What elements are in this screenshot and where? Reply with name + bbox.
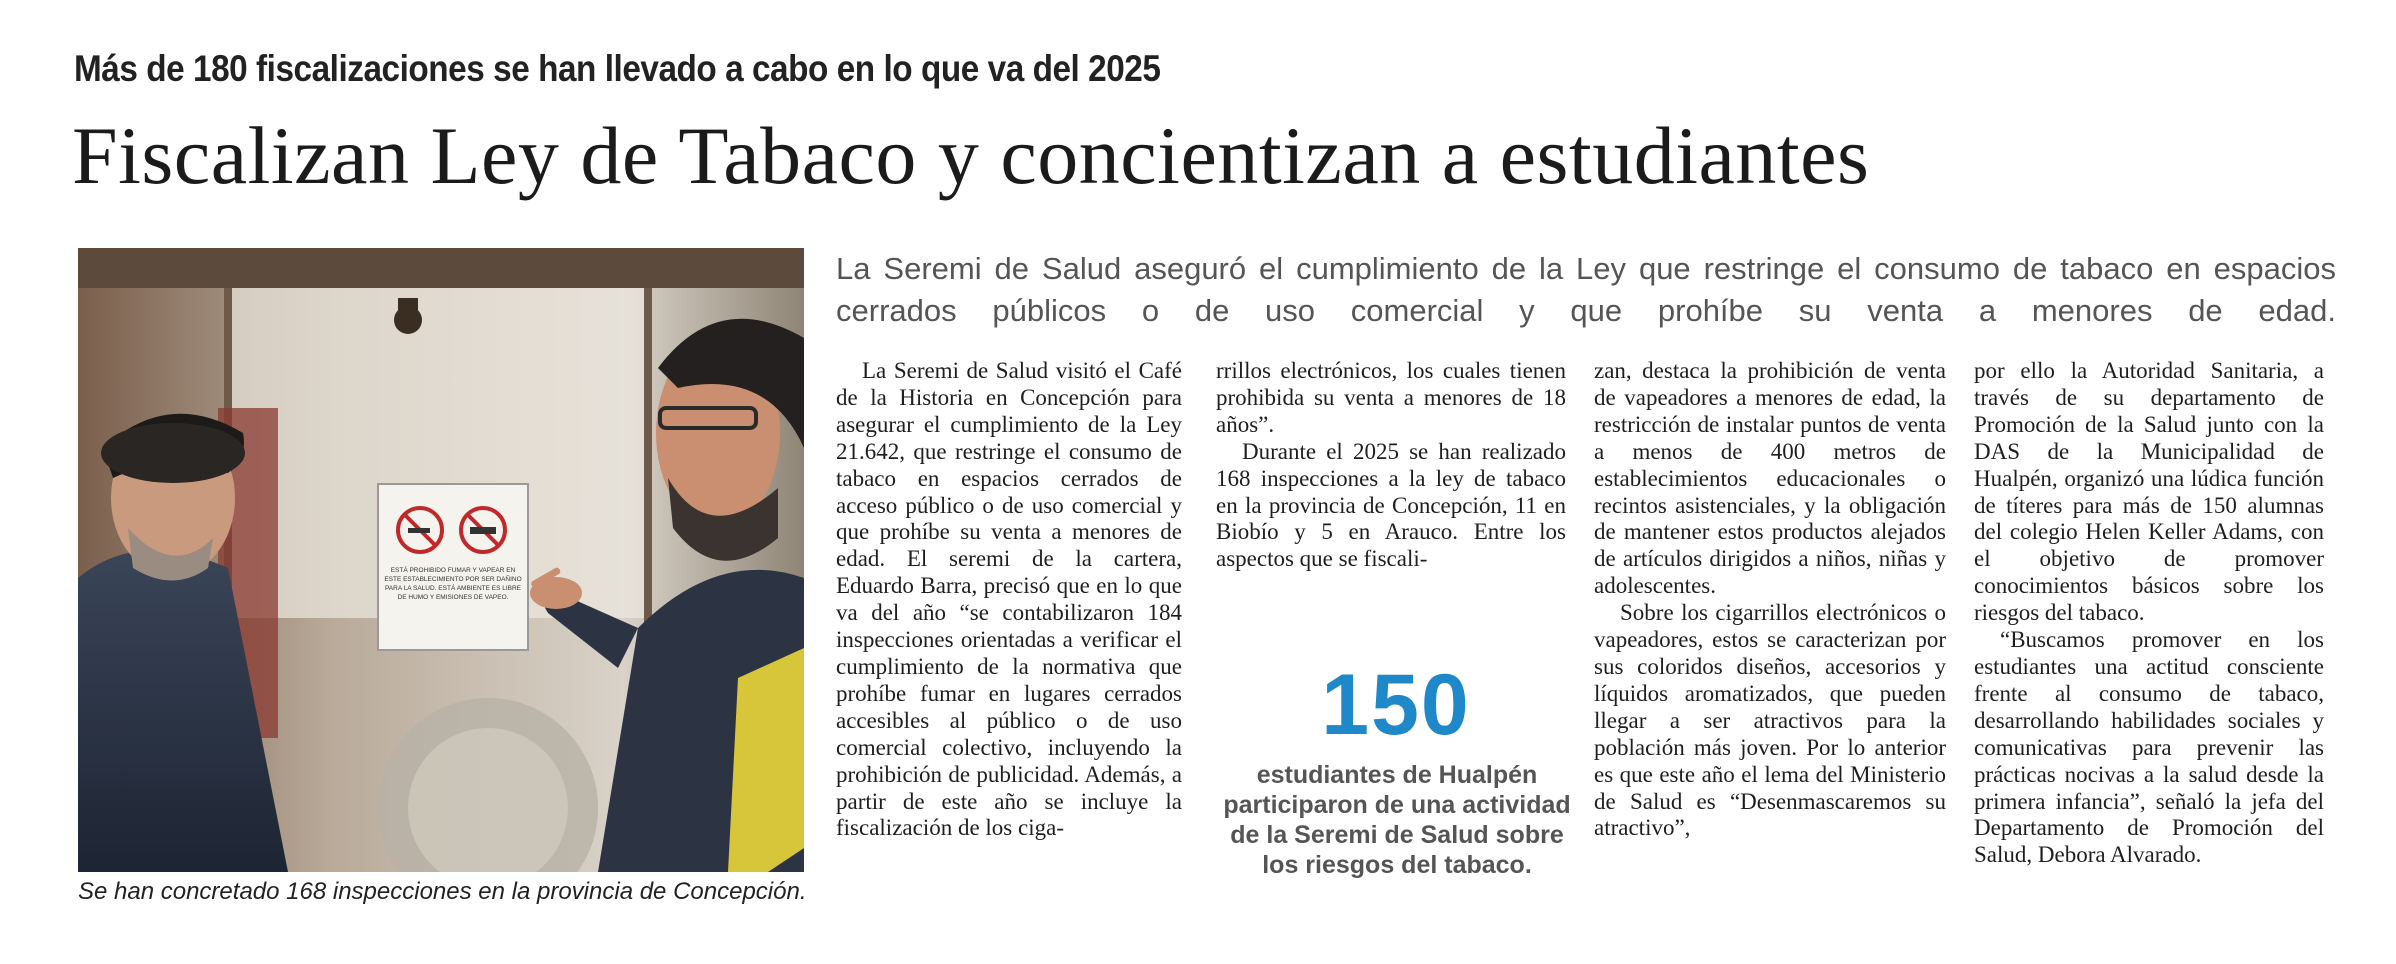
headline: Fiscalizan Ley de Tabaco y concientizan a estudiantes (72, 110, 1870, 201)
body-paragraph: “Buscamos promover en los estudiantes una actitud consciente frente al consumo de tabaco, desarrollando habilidades sociales y comunicativas para prevenir las prácticas nocivas a la salud desde la primera infancia”, señaló la jefa del Departamento de Promoción del Salud, Debora Alvarado. (1974, 627, 2324, 868)
body-paragraph: por ello la Autoridad Sanitaria, a través de su departamento de Promoción de la Salud junto con la DAS de la Municipalidad de Hualpén, organizó una lúdica función de títeres para más de 150 alumnas del colegio Helen Keller Adams, con el objetivo de promover conocimientos básicos sobre los riesgos del tabaco. (1974, 358, 2324, 626)
article-photo (78, 248, 804, 872)
body-paragraph: Durante el 2025 se han realizado 168 inspecciones a la ley de tabaco en la provincia de Concepción, 11 en Biobío y 5 en Arauco. Entre los aspectos que se fiscali- (1216, 438, 1566, 572)
photo-illustration (78, 248, 804, 872)
kicker: Más de 180 fiscalizaciones se han llevado a cabo en lo que va del 2025 (74, 48, 1161, 89)
stat-number: 150 (1321, 657, 1471, 753)
body-column-2 (1216, 358, 1566, 573)
photo-caption: Se han concretado 168 inspecciones en la provincia de Concepción. (78, 878, 807, 905)
body-paragraph: zan, destaca la prohibición de venta de vapeadores a menores de edad, la restricción de instalar puntos de venta a menos de 400 metros de establecimientos educacionales o recintos asistenciales, y la obligación de mantener estos productos alejados de artículos dirigidos a niños, niñas y adolescentes. (1594, 358, 1946, 599)
body-column-1 (836, 358, 1182, 842)
stat-description: estudiantes de Hualpén participaron de una actividad de la Seremi de Salud sobre los riesgos del tabaco. (1223, 761, 1571, 879)
body-paragraph: La Seremi de Salud visitó el Café de la Historia en Concepción para asegurar el cumplimiento de la Ley 21.642, que restringe el consumo de tabaco en espacios cerrados de acceso público o de uso comercial y que prohíbe su venta a menores de edad. El seremi de la cartera, Eduardo Barra, precisó que en lo que va del año “se contabilizaron 184 inspecciones orientadas a verificar el cumplimiento de la normativa que prohíbe fumar en lugares cerrados accesibles al público o de uso comercial colectivo, incluyendo la prohibición de publicidad. Además, a partir de este año se incluye la fiscalización de los ciga- (836, 358, 1182, 841)
lead-paragraph: La Seremi de Salud aseguró el cumplimiento de la Ley que restringe el consumo de tabaco en espacios cerrados públicos o de uso comercial y que prohíbe su venta a menores de edad. (836, 251, 2336, 328)
body-paragraph: rrillos electrónicos, los cuales tienen prohibida su venta a menores de 18 años”. (1216, 358, 1566, 437)
body-column-4 (1974, 358, 2324, 869)
body-column-3 (1594, 358, 1946, 842)
body-paragraph: Sobre los cigarrillos electrónicos o vapeadores, estos se caracterizan por sus coloridos diseños, accesorios y líquidos aromatizados, que pueden llegar a ser atractivos para la población más joven. Por lo anterior es que este año el lema del Ministerio de Salud es “Desenmascaremos su atractivo”, (1594, 600, 1946, 841)
sign-text: ESTÁ PROHIBIDO FUMAR Y VAPEAR EN ESTE ESTABLECIMIENTO POR SER DAÑINO PARA LA SALUD. ESTÁ AMBIENTE ES LIBRE DE HUMO Y EMISIONES DE VAPEO. (384, 567, 522, 601)
